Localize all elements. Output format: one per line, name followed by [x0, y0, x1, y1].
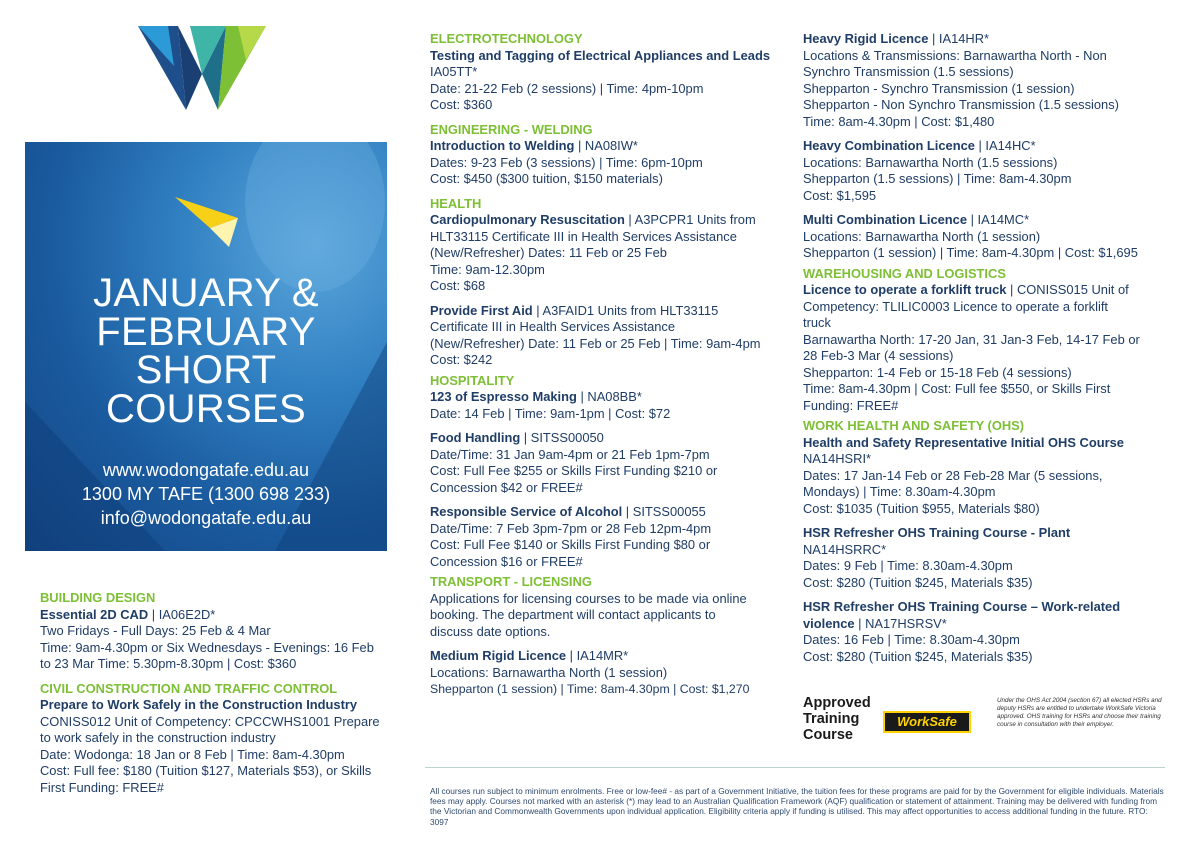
- course-line: Concession $16 or FREE#: [430, 553, 583, 569]
- course-line: 28 Feb-3 Mar (4 sessions): [803, 348, 954, 363]
- column-1: [40, 586, 400, 804]
- category-heading: HEALTH: [430, 195, 482, 211]
- course-item: [803, 212, 1163, 262]
- course-title: 123 of Espresso Making: [430, 389, 577, 404]
- course-item: [803, 599, 1163, 665]
- course-item: [430, 212, 785, 295]
- course-line: Funding: FREE#: [803, 397, 899, 413]
- intro-line: booking. The department will contact applicants to: [430, 607, 716, 622]
- course-line: Dates: 9 Feb | Time: 8.30am-4.30pm: [803, 558, 1013, 573]
- course-line: to work safely in the construction industry: [40, 730, 276, 745]
- footer-divider: [425, 767, 1165, 768]
- course-code: | NA17HSRSV*: [854, 615, 947, 631]
- course-line: Cost: $68: [430, 278, 486, 293]
- course-line: Date: 14 Feb | Time: 9am-1pm | Cost: $72: [430, 405, 671, 421]
- course-line: IA05TT*: [430, 64, 478, 79]
- course-line: Time: 8am-4.30pm | Cost: Full fee $550, or Skills First: [803, 381, 1111, 396]
- course-title: Prepare to Work Safely in the Construction Industry: [40, 697, 358, 712]
- course-line: Date: Wodonga: 18 Jan or 8 Feb | Time: 8am-4.30pm: [40, 746, 345, 762]
- email-link[interactable]: info@wodongatafe.edu.au: [100, 508, 312, 528]
- course-line: Time: 9am-4.30pm or Six Wednesdays - Evenings: 16 Feb: [40, 639, 374, 655]
- course-line: Mondays) | Time: 8.30am-4.30pm: [803, 484, 996, 499]
- course-code: | IA14HR*: [928, 31, 990, 46]
- course-item: [430, 303, 785, 369]
- course-line: Shepparton - Synchro Transmission (1 session): [803, 80, 1075, 96]
- column-2: [430, 31, 785, 706]
- course-line: Cost: $360: [430, 97, 493, 112]
- ohs-act-note: Under the OHS Act 2004 (section 67) all elected HSRs and deputy HSRs are entitled to undertake WorkSafe Victoria approved. OHS training for HSRs and choose their training course in consultation with their employer.: [997, 697, 1162, 728]
- course-code: | NA08BB*: [576, 389, 642, 404]
- course-code: | IA14HC*: [974, 138, 1036, 153]
- course-line: Two Fridays - Full Days: 25 Feb & 4 Mar: [40, 623, 271, 638]
- hero-title-line: JANUARY &: [93, 271, 319, 315]
- course-title: HSR Refresher OHS Training Course – Work-related: [803, 599, 1121, 614]
- course-title: Responsible Service of Alcohol: [430, 504, 623, 519]
- course-code: | NA08IW*: [574, 138, 638, 153]
- hero-contact: [25, 458, 387, 530]
- course-title-continued: violence: [803, 615, 855, 631]
- course-line: to 23 Mar Time: 5.30pm-8.30pm | Cost: $360: [40, 656, 297, 671]
- course-code: | A3PCPR1 Units from: [624, 212, 756, 227]
- course-item: [803, 138, 1163, 204]
- course-item: [430, 389, 785, 422]
- worksafe-logo: [883, 711, 971, 733]
- course-line: truck: [803, 315, 831, 330]
- hero-title: [25, 271, 387, 431]
- course-line: Cost: Full fee: $180 (Tuition $127, Materials $53), or Skills: [40, 763, 372, 778]
- course-line: Competency: TLILIC0003 Licence to operate a forklift: [803, 298, 1109, 314]
- transport-intro: [430, 591, 785, 641]
- hero-title-line: COURSES: [106, 386, 306, 431]
- course-item: [803, 282, 1163, 414]
- course-line: Locations & Transmissions: Barnawartha North - Non: [803, 47, 1107, 63]
- course-title: Testing and Tagging of Electrical Appliances and Leads: [430, 47, 770, 63]
- course-line: Dates: 9-23 Feb (3 sessions) | Time: 6pm-10pm: [430, 154, 703, 170]
- course-line: Dates: 17 Jan-14 Feb or 28 Feb-28 Mar (5 sessions,: [803, 467, 1103, 483]
- category-heading: TRANSPORT - LICENSING: [430, 574, 592, 589]
- course-line: Cost: $280 (Tuition $245, Materials $35): [803, 648, 1033, 664]
- course-item: [803, 435, 1163, 518]
- course-line: Locations: Barnawartha North (1 session): [803, 228, 1041, 244]
- course-line: Cost: $450 ($300 tuition, $150 materials): [430, 171, 663, 186]
- hero-title-line: SHORT: [135, 348, 277, 392]
- course-item: [430, 138, 785, 188]
- intro-line: Applications for licensing courses to be made via online: [430, 590, 747, 606]
- course-line: Locations: Barnawartha North (1 session): [430, 664, 668, 680]
- course-code: | SITSS00055: [622, 504, 706, 519]
- course-item: [40, 607, 400, 673]
- course-code: | SITSS00050: [520, 430, 604, 445]
- course-line: Cost: $242: [430, 352, 493, 367]
- course-line: Shepparton (1 session) | Time: 8am-4.30pm | Cost: $1,270: [430, 682, 750, 696]
- course-item: [430, 48, 785, 114]
- approved-line: Approved: [803, 695, 871, 711]
- course-line: Cost: $280 (Tuition $245, Materials $35): [803, 574, 1033, 590]
- course-item: [430, 504, 785, 570]
- course-line: Certificate III in Health Services Assistance: [430, 319, 676, 334]
- footer-disclaimer: All courses run subject to minimum enrolments. Free or low-fee# - as part of a Government Initiative, the tuition fees for these programs are paid for by the Government for eligible individuals. Materials fees may apply. Courses not marked with an asterisk (*) may lead to an Australian Qualification Framework (AQF) qualification or statement of attainment. Training may be delivered with funding from the Victorian and Commonwealth Governments upon individual application. Eligibility criteria apply if funding is utilised. This may affect opportunities to access additional funding in the future. RTO: 3097: [430, 786, 1164, 827]
- course-line: Barnawartha North: 17-20 Jan, 31 Jan-3 Feb, 14-17 Feb or: [803, 331, 1140, 347]
- course-title: Licence to operate a forklift truck: [803, 282, 1007, 297]
- approved-line: Training: [803, 711, 860, 727]
- course-item: [430, 430, 785, 496]
- course-line: Shepparton (1.5 sessions) | Time: 8am-4.30pm: [803, 171, 1072, 186]
- course-line: Cost: $1035 (Tuition $955, Materials $80): [803, 500, 1040, 516]
- course-title: Introduction to Welding: [430, 138, 575, 153]
- course-line: Locations: Barnawartha North (1.5 sessions): [803, 154, 1058, 170]
- course-title: Health and Safety Representative Initial OHS Course: [803, 434, 1124, 450]
- course-line: Concession $42 or FREE#: [430, 479, 583, 495]
- course-title: Heavy Rigid Licence: [803, 31, 929, 46]
- wodonga-tafe-logo: [138, 26, 266, 110]
- course-title: Food Handling: [430, 430, 521, 445]
- category-heading: CIVIL CONSTRUCTION AND TRAFFIC CONTROL: [40, 680, 338, 696]
- course-line: HLT33115 Certificate III in Health Services Assistance: [430, 228, 737, 244]
- category-heading: ENGINEERING - WELDING: [430, 121, 593, 137]
- course-item: [803, 525, 1163, 591]
- course-line: Dates: 16 Feb | Time: 8.30am-4.30pm: [803, 632, 1020, 647]
- worksafe-logo-text: WorkSafe: [885, 713, 969, 731]
- course-line: NA14HSRRC*: [803, 541, 887, 557]
- course-item: [430, 648, 785, 698]
- approved-training-label: [803, 695, 871, 743]
- course-title: HSR Refresher OHS Training Course - Plant: [803, 525, 1071, 540]
- course-title: Essential 2D CAD: [40, 606, 149, 622]
- course-title: Cardiopulmonary Resuscitation: [430, 212, 625, 227]
- course-line: Date/Time: 31 Jan 9am-4pm or 21 Feb 1pm-7pm: [430, 446, 710, 462]
- course-item: [803, 31, 1163, 130]
- category-heading: ELECTROTECHNOLOGY: [430, 31, 583, 46]
- category-heading: WORK HEALTH AND SAFETY (OHS): [803, 418, 1025, 433]
- course-line: NA14HSRI*: [803, 451, 872, 466]
- course-line: (New/Refresher) Date: 11 Feb or 25 Feb | Time: 9am-4pm: [430, 335, 761, 351]
- course-code: | A3FAID1 Units from HLT33115: [532, 302, 719, 318]
- course-line: (New/Refresher) Dates: 11 Feb or 25 Feb: [430, 245, 667, 260]
- course-code: | CONISS015 Unit of: [1006, 282, 1129, 297]
- course-code: | IA14MR*: [566, 648, 629, 663]
- hero-banner: [25, 142, 387, 551]
- course-line: Cost: Full Fee $140 or Skills First Funding $80 or: [430, 537, 711, 552]
- phone-number[interactable]: 1300 MY TAFE (1300 698 233): [81, 484, 331, 504]
- course-line: CONISS012 Unit of Competency: CPCCWHS1001 Prepare: [40, 713, 380, 729]
- course-title: Medium Rigid Licence: [430, 648, 567, 663]
- column-3: [803, 31, 1163, 673]
- approved-line: Course: [803, 727, 853, 743]
- website-link[interactable]: www.wodongatafe.edu.au: [102, 460, 310, 480]
- course-title: Multi Combination Licence: [803, 212, 968, 227]
- course-line: Shepparton (1 session) | Time: 8am-4.30pm | Cost: $1,695: [803, 245, 1138, 260]
- course-line: Shepparton: 1-4 Feb or 15-18 Feb (4 sessions): [803, 364, 1072, 380]
- course-line: Date: 21-22 Feb (2 sessions) | Time: 4pm-10pm: [430, 80, 704, 96]
- course-line: Cost: Full Fee $255 or Skills First Funding $210 or: [430, 463, 718, 478]
- category-heading: BUILDING DESIGN: [40, 590, 156, 605]
- course-code: | IA06E2D*: [148, 606, 216, 622]
- approved-training-badge: [803, 695, 1173, 745]
- course-title: Provide First Aid: [430, 302, 533, 318]
- course-line: Date/Time: 7 Feb 3pm-7pm or 28 Feb 12pm-4pm: [430, 520, 712, 536]
- course-line: Cost: $1,595: [803, 187, 877, 203]
- hero-title-line: FEBRUARY: [96, 309, 316, 354]
- course-line: Time: 9am-12.30pm: [430, 261, 545, 277]
- course-title: Heavy Combination Licence: [803, 138, 975, 153]
- course-line: First Funding: FREE#: [40, 779, 164, 795]
- course-code: | IA14MC*: [967, 212, 1030, 227]
- course-item: [40, 697, 400, 796]
- course-line: Time: 8am-4.30pm | Cost: $1,480: [803, 113, 995, 129]
- category-heading: HOSPITALITY: [430, 372, 515, 388]
- intro-line: discuss date options.: [430, 623, 551, 639]
- course-line: Synchro Transmission (1.5 sessions): [803, 64, 1014, 79]
- category-heading: WAREHOUSING AND LOGISTICS: [803, 265, 1006, 281]
- course-line: Shepparton - Non Synchro Transmission (1.5 sessions): [803, 97, 1119, 112]
